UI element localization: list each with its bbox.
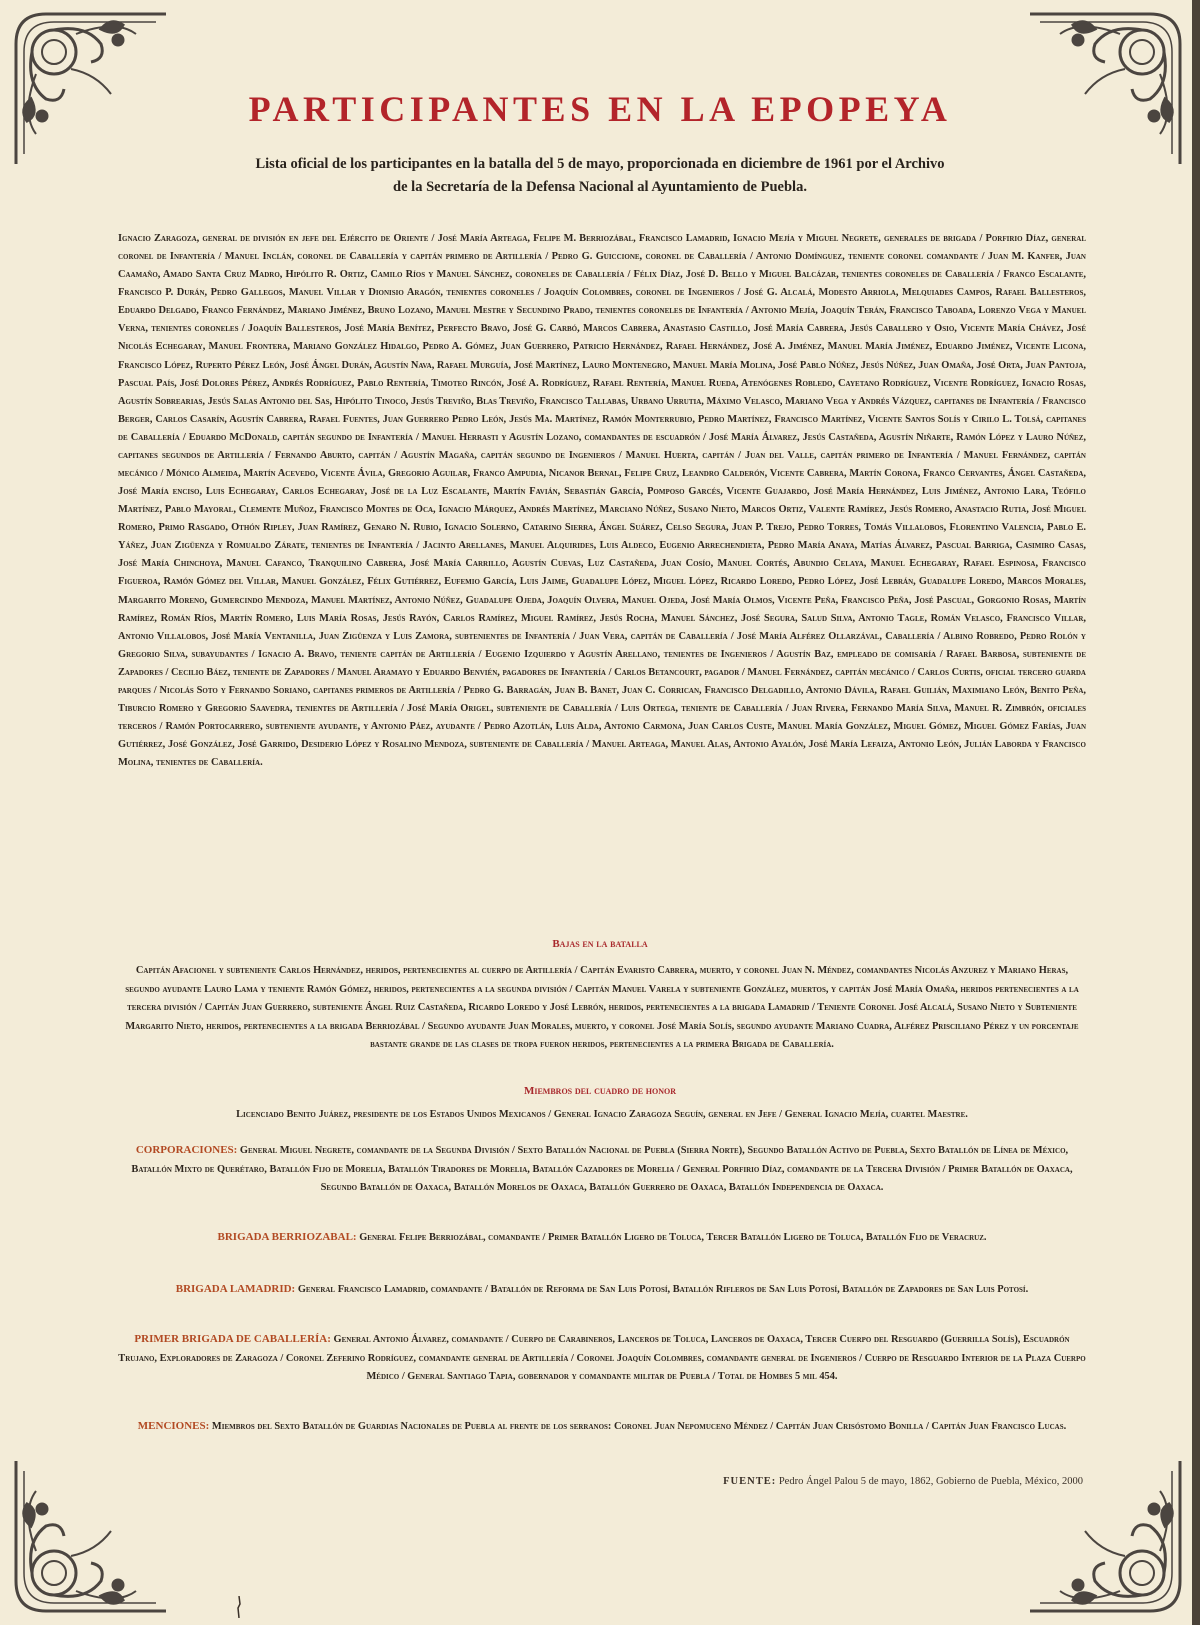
lamadrid-label: BRIGADA LAMADRID: — [175, 1283, 296, 1295]
honor-text: Licenciado Benito Juárez, presidente de los Estados Unidos Mexicanos / General Ignacio Zaragoza Seguín, general en Jefe / General Ignacio Mejía, cuartel Maestre. — [236, 1109, 968, 1120]
menciones-block — [118, 1417, 1086, 1437]
source-credit — [723, 1476, 1083, 1487]
lamadrid-text: General Francisco Lamadrid, comandante / Batallón de Reforma de San Luis Potosí, Batallón Rifleros de San Luis Potosí, Batallón de Zapadores de San Luis Potosí. — [297, 1284, 1029, 1295]
ink-mark — [236, 1596, 242, 1618]
page-title: PARTICIPANTES EN LA EPOPEYA — [248, 89, 952, 129]
menciones-label: MENCIONES: — [137, 1420, 210, 1432]
caballeria-label: PRIMER BRIGADA DE CABALLERÍA: — [134, 1333, 331, 1345]
caballeria-text: General Antonio Álvarez, comandante / Cuerpo de Carabineros, Lanceros de Toluca, Lanceros de Oaxaca, Tercer Cuerpo del Resguardo (Guerrilla Solís), Escuadrón Trujano, Exploradores de Zaragoza / Coronel Zeferino Rodríguez, comandante general de Artillería / Coronel Joaquín Colombres, comandante general de Ingenieros / Cuerpo de Resguardo Interior de la Plaza Cuerpo Médico / General Santiago Tapia, gobernador y comandante militar de Puebla / Total de Hombes 5 mil 454. — [118, 1334, 1086, 1382]
berriozabal-text: General Felipe Berriozábal, comandante / Primer Batallón Ligero de Toluca, Tercer Batallón Ligero de Toluca, Batallón Fijo de Veracruz. — [359, 1232, 987, 1243]
subtitle-line-1: Lista oficial de los participantes en la batalla del 5 de mayo, proporcionada en diciembre de 1961 por el Archivo — [255, 156, 945, 172]
participants-list: Ignacio Zaragoza, general de división en jefe del Ejército de Oriente / José María Arteaga, Felipe M. Berriozábal, Francisco Lamadrid, Ignacio Mejía y Miguel Negrete, generales de brigada / Porfirio Díaz, general coronel de Infantería / Manuel Inclán, coronel de Caballería y capitán primero de Artillería / Pedro G. Guiccione, coronel de Caballería / Antonio Domínguez, teniente coronel comandante / Juan M. Kanfer, Juan Caamaño, Amado Santa Cruz Madro, Hipólito R. Ortiz, Camilo Ríos y Manuel Sánchez, coroneles de Caballería / Félix Díaz, José D. Bello y Miguel Balcázar, tenientes coroneles de Caballería / Franco Escalante, Francisco P. Durán, Pedro Gallegos, Manuel Villar y Dionisio Aragón, tenientes coroneles / Joaquín Colombres, coronel de Ingenieros / José G. Alcalá, Modesto Arriola, Melquiades Campos, Rafael Ballesteros, Eduardo Delgado, Franco Fernández, Mariano Jiménez, Bruno Lozano, Manuel Mestre y Secundino Prado, tenientes coroneles de Infantería / Antonio Mejía, Joaquín Terán, Francisco Taboada, Lorenzo Vega y Manuel Verna, tenientes coroneles / Joaquín Ballesteros, José María Benítez, Perfecto Bravo, José G. Carbó, Marcos Cabrera, Anastasio Castillo, José María Cabrera, Jesús Caballero y Osio, Vicente María Chávez, José Nicolás Echegaray, Manuel Frontera, Mariano González Hidalgo, Pedro A. Gómez, Juan Guerrero, Patricio Hernández, Rafael Hernández, José A. Jiménez, Manuel María Jiménez, Eduardo Jiménez, Vicente Licona, Francisco López, Ruperto Pérez León, José Ángel Durán, Agustín Nava, Rafael Murguía, José Martínez, Lauro Montenegro, Manuel María Molina, José Pablo Núñez, Jesús Núñez, Juan Omaña, José Orta, Juan Pantoja, Pascual País, José Dolores Pérez, Andrés Rodríguez, Pablo Rentería, Timoteo Rincón, José A. Rodríguez, Rafael Rentería, Manuel Rueda, Atenógenes Robledo, Cayetano Rodríguez, Vicente Rodríguez, Ignacio Rosas, Agustín Sobrearias, Jesús Salas Antonio del Sas, Hipólito Tinoco, Jesús Treviño, Blas Treviño, Francisco Tallabas, Urbano Urrutia, Máximo Velasco, Mariano Vega y Andrés Vázquez, capitanes de Infantería / Francisco Berger, Carlos Casarín, Agustín Cabrera, Rafael Fuentes, Juan Guerrero Pedro León, Jesús Ma. Martínez, Ramón Monterrubio, Pedro Martínez, Francisco Martínez, Vicente Santos Solís y Cirilo L. Tolsá, capitanes de Caballería / Eduardo McDonald, capitán segundo de Infantería / Manuel Herrasti y Agustín Lozano, comandantes de escuadrón / José María Álvarez, Jesús Castañeda, Agustín Niñarte, Ramón López y Lauro Núñez, capitanes segundos de Artillería / Fernando Aburto, capitán / Agustín Magaña, capitán segundo de Ingenieros / Manuel Huerta, capitán / Juan del Valle, capitán primero de Infantería / Manuel Fernández, capitán mecánico / Mónico Almeida, Martín Acevedo, Vicente Ávila, Gregorio Aguilar, Franco Ampudia, Nicanor Bernal, Felipe Cruz, Leandro Calderón, Vicente Cabrera, Martín Corona, Franco Cervantes, Ángel Castañeda, José María enciso, Luis Echegaray, Carlos Echegaray, José de la Luz Escalante, Martín Favián, Sebastián García, Pomposo Garcés, Vicente Guajardo, José María Hernández, Luis Jiménez, Antonio Lara, Teófilo Martínez, Pablo Mayoral, Clemente Muñoz, Francisco Montes de Oca, Ignacio Márquez, Andrés Martínez, Marciano Núñez, Susano Nieto, Marcos Ortiz, Valente Ramírez, Jesús Romero, Anastacio Rutia, José Miguel Romero, Primo Rasgado, Othón Ripley, Juan Ramírez, Genaro N. Rubio, Ignacio Solerno, Catarino Sierra, Ángel Suárez, Celso Segura, Juan P. Trejo, Pedro Torres, Tomás Villalobos, Florentino Valencia, Pablo E. Yáñez, Juan Zigüenza y Romualdo Zárate, tenientes de Infantería / Jacinto Arellanes, Manuel Alquirides, Luis Aldeco, Eugenio Arrechendieta, Pedro María Anaya, Matías Álvarez, Pascual Barriga, Casimiro Casas, José María Chinchoya, Manuel Cafanco, Tranquilino Cabrera, José María Carrillo, Agustín Cuevas, Luz Castañeda, Juan Cosío, Manuel Cortés, Abundio Celaya, Manuel Echegaray, Rafael Espinosa, Francisco Figueroa, Ramón Gómez del Villar, Manuel González, Félix Gutiérrez, Eufemio García, Luis Jaime, Guadalupe López, Miguel López, Ricardo Loredo, Pedro López, José Lebrán, Guadalupe Loredo, Marcos Morales, Margarito Moreno, Gumercindo Mendoza, Manuel Martínez, Antonio Núñez, Guadalupe Ojeda, Joaquín Olvera, Manuel Ojeda, José María Olmos, Vicente Peña, Francisco Peña, José Pascual, Gorgonio Rosas, Martín Ramírez, Román Ríos, Martín Romero, Luis María Rosas, Jesús Rayón, Carlos Ramírez, Miguel Ramírez, Jesús Rocha, Manuel Sánchez, José Segura, Salud Silva, Antonio Tagle, Román Velasco, Francisco Villar, Antonio Villalobos, José María Ventanilla, Juan Zigüenza y Luis Zamora, subtenientes de Infantería / Juan Vera, capitán de Caballería / José María Alférez Ollarzával, Caballería / Albino Robredo, Pedro Rolón y Gregorio Silva, subayudantes / Ignacio A. Bravo, teniente capitán de Artillería / Eugenio Izquierdo y Agustín Arellano, tenientes de Ingenieros / Agustín Baz, empleado de comisaría / Rafael Barbosa, subteniente de Zapadores / Cecilio Báez, teniente de Zapadores / Manuel Aramayo y Eduardo Benvién, pagadores de Infantería / Carlos Betancourt, pagador / Manuel Fernández, capitán mecánico / Carlos Curtis, oficial tercero guarda parques / Nicolás Soto y Fernando Soriano, capitanes primeros de Artillería / Pedro G. Barragán, Juan B. Banet, Juan C. Corrican, Francisco Delgadillo, Antonio Dávila, Rafael Guilián, Maximiano León, Benito Peña, Tiburcio Romero y Gregorio Saavedra, tenientes de Artillería / José María Origel, subteniente de Caballería / Luis Ortega, teniente de Caballería / Juan Rivera, Fernando María Silva, Manuel R. Zimbrón, oficiales terceros / Ramón Portocarrero, subteniente ayudante, y Antonio Páez, ayudante / Pedro Azotlán, Luis Alda, Antonio Carmona, Juan Carlos Custe, Manuel María González, Miguel Gómez, Miguel Gómez Farías, Juan Gutiérrez, José González, José Garrido, Desiderio López y Rosalino Mendoza, subteniente de Caballería / Manuel Arteaga, Manuel Alas, Antonio Ayalón, José María Lefaiza, Antonio León, Julián Laborda y Francisco Molina, tenientes de Caballería. — [118, 233, 1086, 769]
menciones-text: Miembros del Sexto Batallón de Guardias Nacionales de Puebla al frente de los serranos: Coronel Juan Nepomuceno Méndez / Capitán Juan Crisóstomo Bonilla / Capitán Juan Francisco Lucas. — [211, 1421, 1067, 1432]
binding-edge — [1192, 0, 1200, 1625]
source-text: Pedro Ángel Palou 5 de mayo, 1862, Gobierno de Puebla, México, 2000 — [778, 1476, 1083, 1487]
bajas-text: Capitán Afacionel y subteniente Carlos Hernández, heridos, pertenecientes al cuerpo de Artillería / Capitán Evaristo Cabrera, muerto, y coronel Juan N. Méndez, comandantes Nicolás Anzurez y Mariano Heras, segundo ayudante Lauro Lama y teniente Ramón Gómez, heridos, pertenecientes a la segunda división / Capitán Manuel Varela y subteniente González, muertos, y capitán José María Omaña, heridos pertenecientes a la tercera división / Capitán Juan Guerrero, subteniente Ángel Ruiz Castañeda, Ricardo Loredo y José Lebrón, heridos, pertenecientes a la brigada Lamadrid / Teniente Coronel José Alcalá, Susano Nieto y Subteniente Margarito Nieto, heridos, pertenecientes a la brigada Berriozábal / Segundo ayudante Juan Morales, muerto, y coronel José María Solís, segundo ayudante Mariano Cuadra, Alférez Prisciliano Pérez y un porcentaje bastante grande de las clases de tropa fueron heridos, pertenecientes a la primera Brigada de Caballería. — [125, 965, 1079, 1050]
corner-ornament-bottom-left — [6, 1451, 176, 1621]
corporaciones-label: CORPORACIONES: — [135, 1144, 238, 1156]
bajas-heading: Bajas en la batalla — [552, 938, 648, 950]
lamadrid-block — [118, 1280, 1086, 1300]
caballeria-block — [118, 1330, 1086, 1387]
honor-heading: Miembros del cuadro de honor — [523, 1085, 677, 1097]
source-label: FUENTE: — [723, 1476, 777, 1487]
berriozabal-block — [118, 1228, 1086, 1248]
subtitle — [210, 153, 990, 199]
corporaciones-block — [118, 1141, 1086, 1198]
corporaciones-text: General Miguel Negrete, comandante de la Segunda División / Sexto Batallón Nacional de Puebla (Sierra Norte), Segundo Batallón Activo de Puebla, Sexto Batallón de Línea de México, Batallón Mixto de Querétaro, Batallón Fijo de Morelia, Batallón Tiradores de Morelia, Batallón Cazadores de Morelia / General Porfirio Díaz, comandante de la Tercera División / Primer Batallón de Oaxaca, Segundo Batallón de Oaxaca, Batallón Morelos de Oaxaca, Batallón Guerrero de Oaxaca, Batallón Independencia de Oaxaca. — [131, 1145, 1073, 1193]
subtitle-line-2: de la Secretaría de la Defensa Nacional al Ayuntamiento de Puebla. — [393, 179, 807, 195]
berriozabal-label: BRIGADA BERRIOZABAL: — [217, 1231, 357, 1243]
